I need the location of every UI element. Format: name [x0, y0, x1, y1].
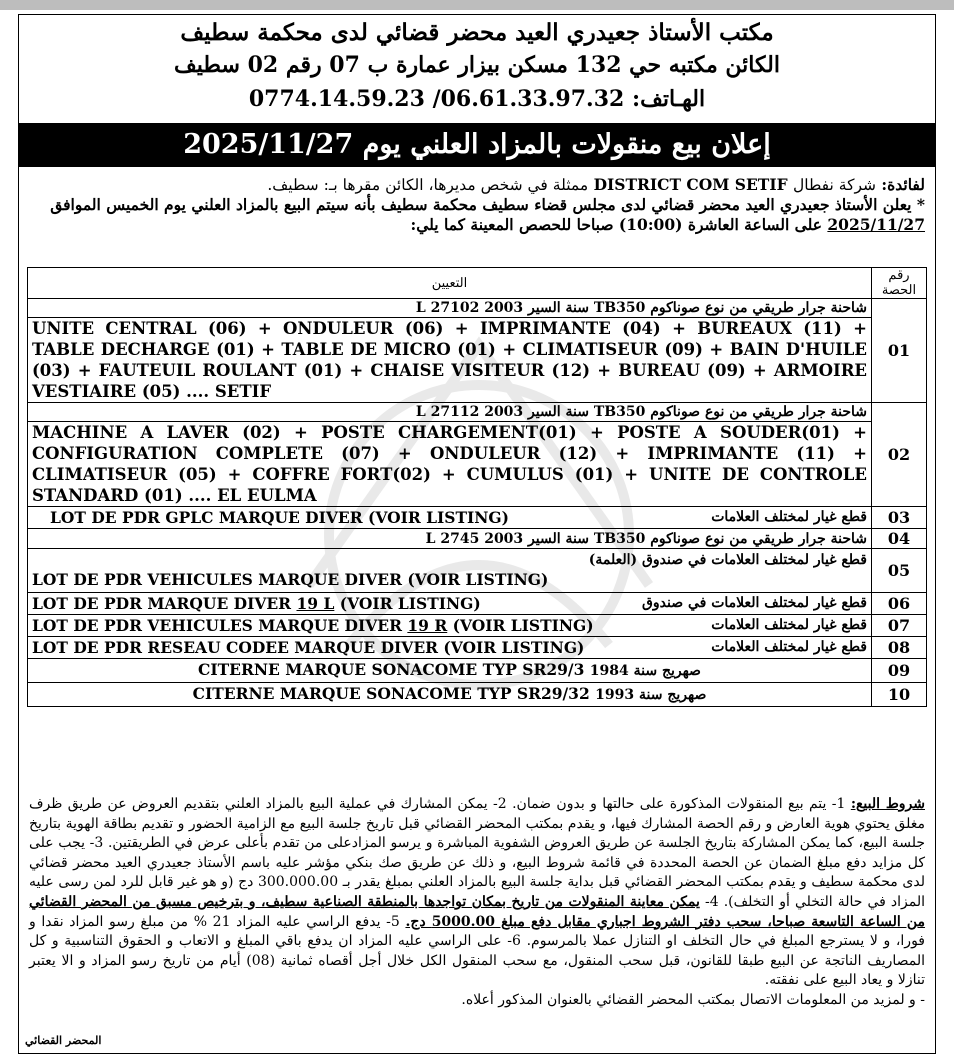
lot-ar-desc: قطع غيار لمختلف العلامات	[711, 617, 867, 633]
office-address: الكائن مكتبه حي 132 مسكن بيزار عمارة ب 07 رقم 02 سطيف	[174, 52, 780, 78]
lot-number: 04	[872, 529, 927, 549]
lot-number: 10	[872, 683, 927, 707]
beneficiary-company: DISTRICT COM SETIF	[593, 175, 788, 194]
table-row	[28, 683, 927, 707]
table-row	[28, 403, 927, 422]
lot-fr-desc-u: 19 R	[407, 616, 448, 635]
top-gray-bar	[0, 0, 954, 10]
conditions-p3: - و لمزيد من المعلومات الاتصال بمكتب المحضر القضائي بالعنوان المذكور أعلاه.	[461, 991, 925, 1008]
signature-label: المحضر القضائي	[25, 1034, 102, 1047]
announce-text-a: * يعلن الأستاذ جعيدري العيد محضر قضائي لدى مجلس قضاء سطيف محكمة سطيف بأنه سيتم البيع بالمزاد العلني يوم الخميس الموافق	[50, 195, 925, 214]
lot-fr-desc: CITERNE MARQUE SONACOME TYP SR29/32	[192, 684, 590, 703]
table-row	[28, 659, 927, 683]
lot-fr-desc: CITERNE MARQUE SONACOME TYP SR29/3	[198, 660, 585, 679]
lot-fr-desc-a: LOT DE PDR VEHICULES MARQUE DIVER	[32, 616, 402, 635]
announce-line	[29, 195, 925, 235]
lot-ar-desc: قطع غيار لمختلف العلامات	[711, 639, 867, 655]
table-row	[28, 549, 927, 593]
col-lot-header: رقم الحصة	[872, 268, 927, 299]
lot-number: 05	[872, 549, 927, 593]
announce-text-b: على الساعة العاشرة (10:00) صباحا للحصص المعينة كما يلي:	[410, 215, 822, 234]
phone-numbers: 0774.14.59.23 /06.61.33.97.32	[248, 86, 625, 112]
intro-text	[29, 175, 925, 235]
lot-number: 07	[872, 615, 927, 637]
lot-ar-desc: شاحنة جرار طريقي من نوع صوناكوم TB350 سنة السير 2003 27112 L	[28, 403, 872, 422]
office-phones	[19, 86, 935, 112]
table-row	[28, 299, 927, 318]
table-row	[28, 615, 927, 637]
lot-fr-desc: UNITE CENTRAL (06) + ONDULEUR (06) + IMPRIMANTE (04) + BUREAUX (11) + TABLE DECHARGE (01) + TABLE DE MICRO (01) + CLIMATISEUR (09) + BAIN D'HUILE (03) + FAUTEUIL ROULANT (01) + CHAISE VISITEUR (12) + BUREAU (09) + ARMOIRE VESTIAIRE (05) .... SETIF	[28, 318, 872, 403]
lot-fr-desc-u: 19 L	[296, 594, 335, 613]
table-row	[28, 422, 927, 507]
lot-desc	[28, 615, 872, 637]
beneficiary-text-a: شركة نفطال	[792, 176, 876, 194]
table-row	[28, 637, 927, 659]
announcement-frame	[18, 14, 936, 1054]
lot-fr-desc-b: (VOIR LISTING)	[339, 594, 481, 613]
lot-desc	[28, 637, 872, 659]
lot-fr-desc: LOT DE PDR GPLC MARQUE DIVER (VOIR LISTING)	[50, 508, 509, 527]
lot-ar-desc: شاحنة جرار طريقي من نوع صوناكوم TB350 سنة السير 2003 2745 L	[28, 529, 872, 549]
lot-desc	[28, 549, 872, 593]
conditions-p1: 1- يتم بيع المنقولات المذكورة على حالتها و بدون ضمان. 2- يمكن المشارك في عملية البيع بالمزاد العلني بتقديم العروض عن طريق ظرف مغلق يحتوي هوية العارض و رقم الحصة المشارك فيها، و يقدم بمكتب المحضر القضائي قبل تاريخ جلسة البيع مع الزامية الحضور و تقديم بطاقة الهوية بتاريخ جلسة البيع، كما يمكن المشاركة بتاريخ الجلسة عن طريق العروض الشفوية المباشرة و يرسو المزادعلى من تقدم بأعلى عرض في الطريقتين. 3- يجب على كل مزايد دفع مبلغ الضمان عن الحصة المحددة في قائمة شروط البيع، و ذلك عن طريق صك بنكي مؤشر عليه باسم الأستاذ جعيدري العيد محضر قضائي لدى محكمة سطيف و يقدم بمكتب المحضر القضائي قبل بداية جلسة البيع بالمزاد العلني بمبلغ يقدر بـ 300.000.00 دج (و هو غير قابل للرد لمن رسى عليه المزاد في حالة التخلي أو التخلف). 4-	[29, 796, 926, 910]
lot-number: 09	[872, 659, 927, 683]
beneficiary-label: لفائدة:	[881, 175, 925, 194]
lot-number: 02	[872, 403, 927, 507]
lot-number: 03	[872, 507, 927, 529]
lot-desc	[28, 593, 872, 615]
table-row	[28, 318, 927, 403]
lot-fr-desc: LOT DE PDR RESEAU CODEE MARQUE DIVER (VOIR LISTING)	[32, 638, 585, 657]
office-title: مكتب الأستاذ جعيدري العيد محضر قضائي لدى محكمة سطيف	[180, 19, 774, 46]
table-row	[28, 593, 927, 615]
conditions-p2: 5- يدفع الراسي عليه المزاد 21 % من مبلغ رسو المزاد نقدا و فورا، و لا يسترجع المبلغ في حال التخلف او التنازل عملا بالمرسوم. 6- على الراسي عليه المزاد ان يدفع باقي المبلغ و الاتعاب و الحقوق التناسبية و كل المصاريف الناتجة عن البيع طبقا للقانون، قبل سحب المنقول، مع سحب المنقول الكل خلال أجل أقصاه ثمانية (08) أيام من تاريخ رسو المزاد و الا يعتبر تنازلا و يعاد البيع على نفقته.	[29, 913, 926, 989]
lot-desc	[28, 683, 872, 707]
lot-ar-desc: شاحنة جرار طريقي من نوع صوناكوم TB350 سنة السير 2003 27102 L	[28, 299, 872, 318]
lot-fr-desc: LOT DE PDR VEHICULES MARQUE DIVER (VOIR LISTING)	[32, 570, 549, 589]
phone-label: الهـاتف:	[632, 86, 706, 112]
sale-conditions	[29, 795, 925, 1011]
lot-number: 08	[872, 637, 927, 659]
lot-number: 06	[872, 593, 927, 615]
lot-desc	[28, 659, 872, 683]
conditions-p1-underlined: يمكن معاينة المنقولات من تاريخ بمكان تواجدها بالمنطقة الصناعية سطيف، و بترخيص مسبق من المحضر القضائي من الساعة التاسعة صباحا، سحب دفتر الشروط اجباري مقابل دفع مبلغ 5000.00 دج.	[29, 893, 926, 930]
beneficiary-text-b: ممثلة في شخص مديرها، الكائن مقرها بـ: سطيف.	[267, 176, 589, 194]
lot-fr-desc: MACHINE A LAVER (02) + POSTE CHARGEMENT(01) + POSTE A SOUDER(01) + CONFIGURATION COMPLETE (07) + ONDULEUR (12) + IMPRIMANTE (11) + CLIMATISEUR (05) + COFFRE FORT(02) + CUMULUS (01) + UNITE DE CONTROLE STANDARD (01) .... EL EULMA	[28, 422, 872, 507]
table-row	[28, 507, 927, 529]
lot-fr-desc-b: (VOIR LISTING)	[452, 616, 594, 635]
lot-desc	[28, 507, 872, 529]
lot-fr-desc-a: LOT DE PDR MARQUE DIVER	[32, 594, 292, 613]
sale-banner: إعلان بيع منقولات بالمزاد العلني يوم 2025/11/27	[19, 123, 935, 167]
conditions-title: شروط البيع:	[850, 796, 925, 812]
lot-ar-desc: صهريج سنة 1984	[589, 663, 701, 679]
lot-ar-desc: قطع غيار لمختلف العلامات في صندوق (العلمة)	[588, 552, 867, 568]
announce-date: 2025/11/27	[827, 215, 925, 234]
lots-table	[27, 267, 927, 707]
table-header-row	[28, 268, 927, 299]
lot-number: 01	[872, 299, 927, 403]
col-desc-header: التعيين	[28, 268, 872, 299]
beneficiary-line	[29, 175, 925, 195]
lot-ar-desc: قطع غيار لمختلف العلامات في صندوق	[642, 595, 867, 611]
lot-ar-desc: قطع غيار لمختلف العلامات	[711, 509, 867, 525]
lot-ar-desc: صهريج سنة 1993	[595, 687, 707, 703]
table-row	[28, 529, 927, 549]
